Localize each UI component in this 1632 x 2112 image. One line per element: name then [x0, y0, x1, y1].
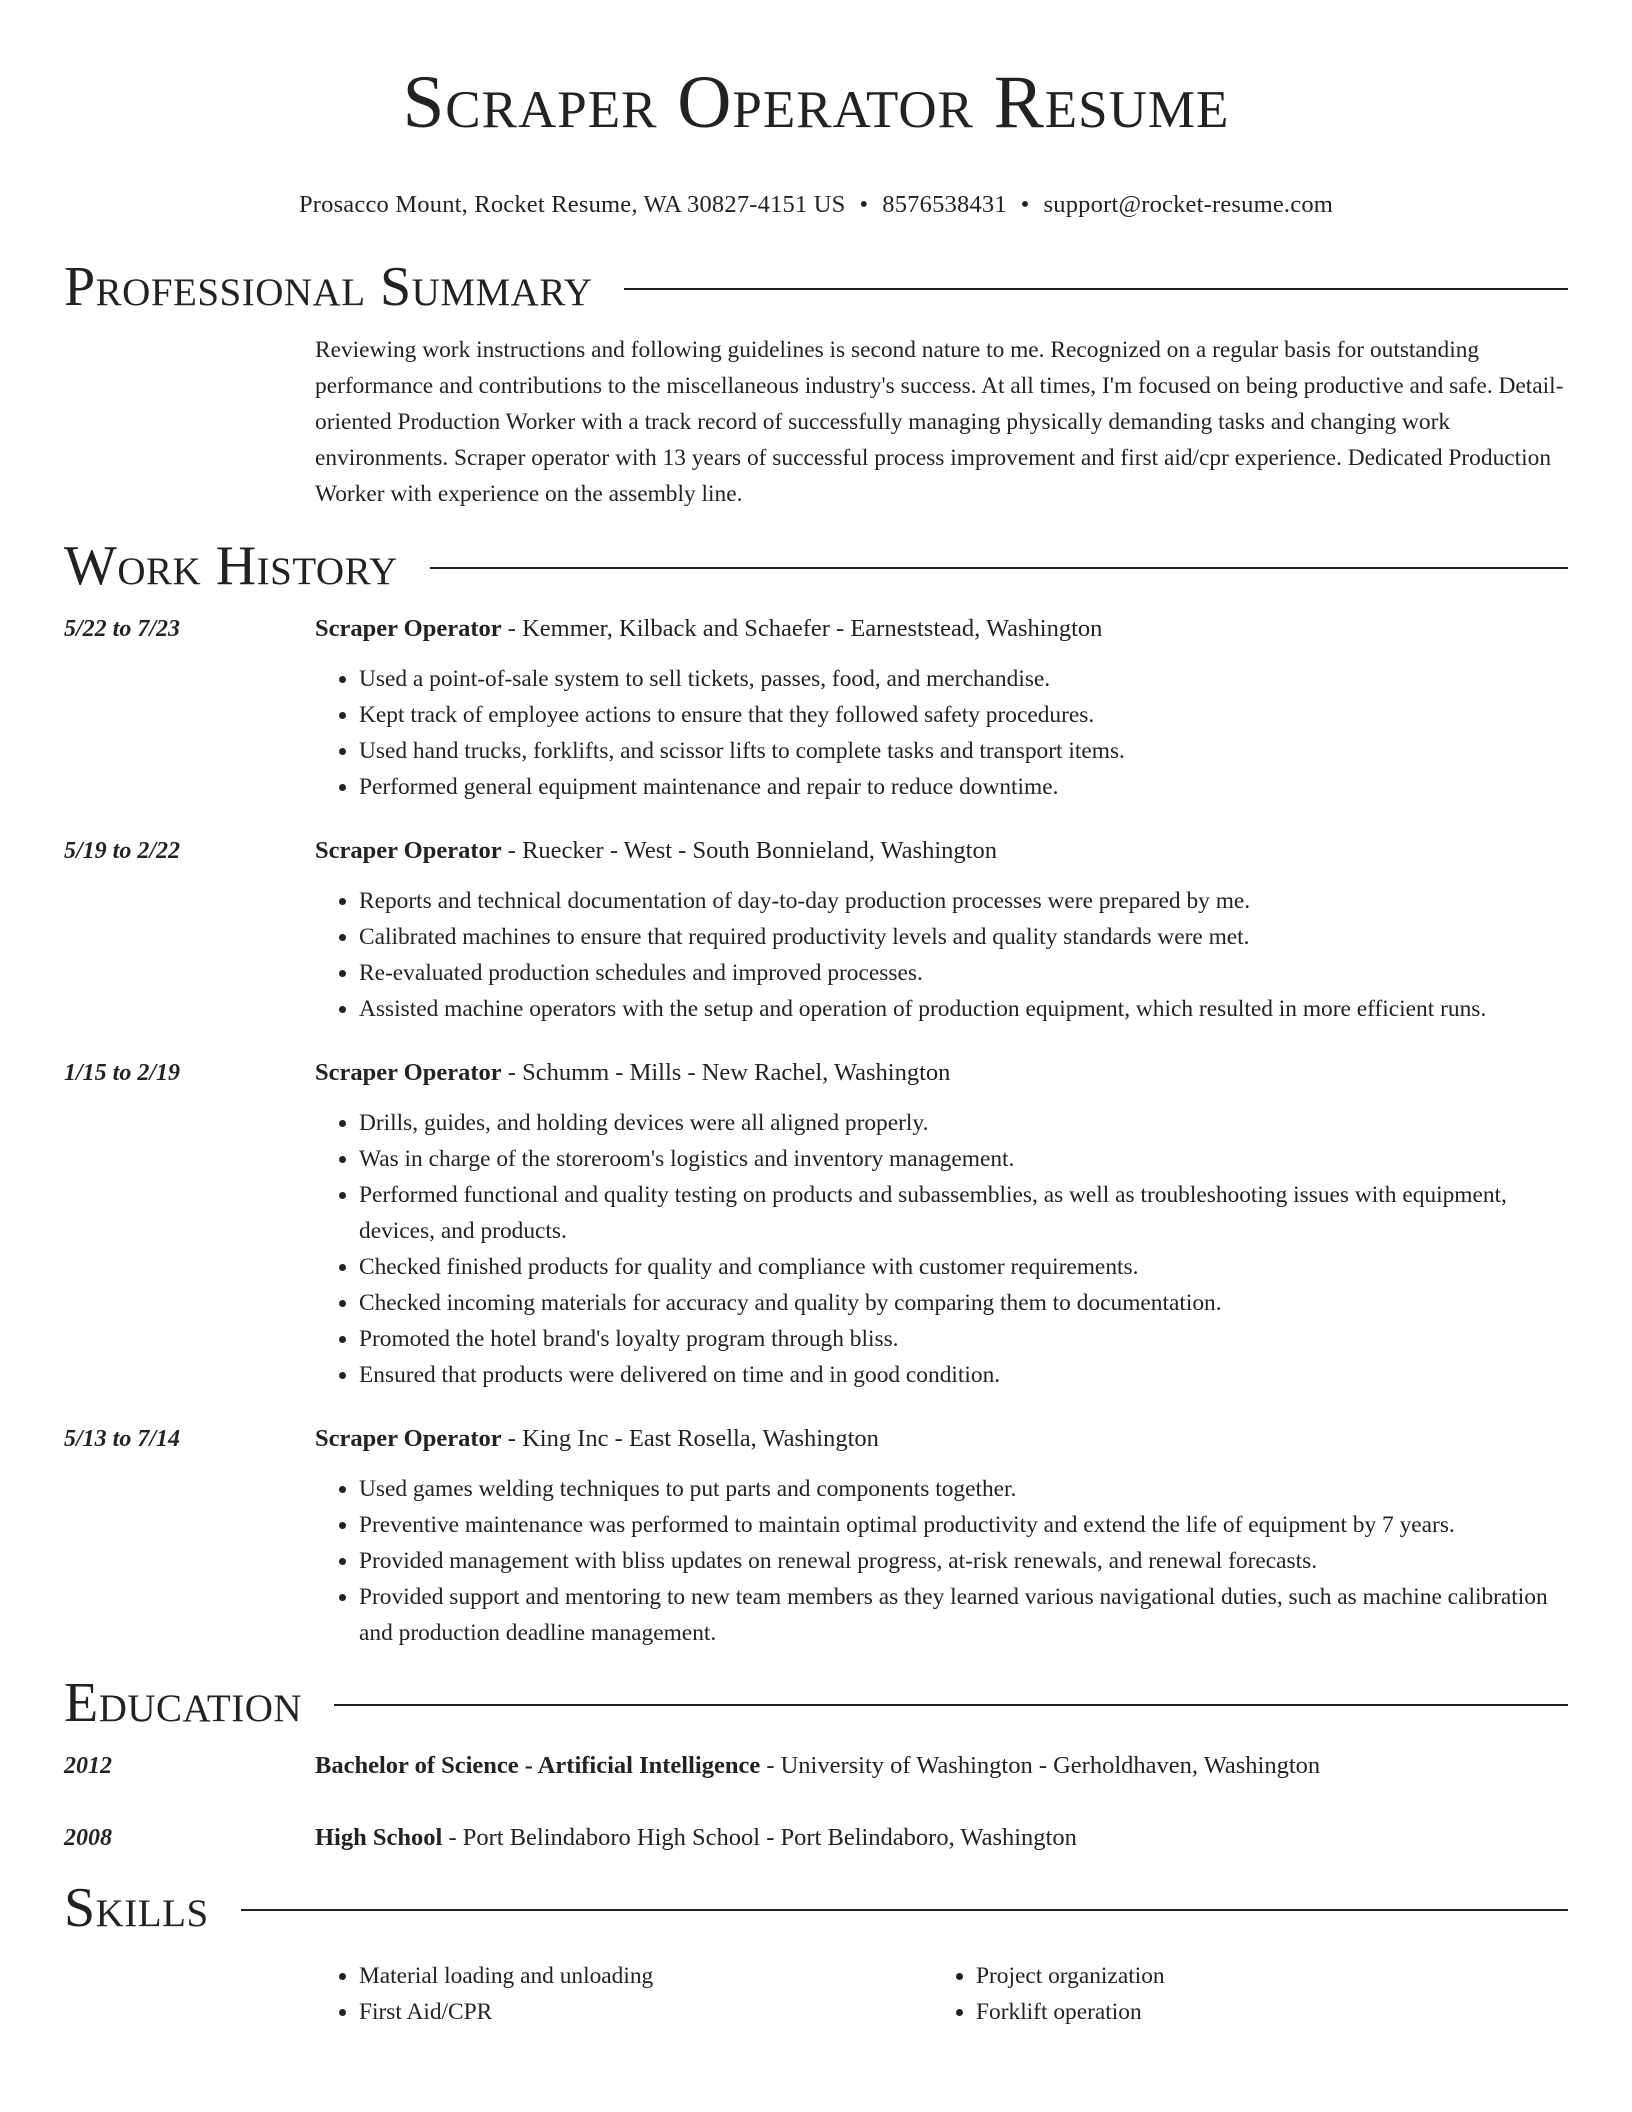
list-item: • Provided support and mentoring to new team members as they learned various navigational duties, such as machine calibration and production deadline management. [359, 1579, 1568, 1651]
education-body [315, 1820, 1568, 1856]
list-item: • Checked incoming materials for accuracy and quality by comparing them to documentation. [359, 1285, 1568, 1321]
list-item: • Used games welding techniques to put parts and components together. [359, 1471, 1568, 1507]
list-item: • Used hand trucks, forklifts, and scissor lifts to complete tasks and transport items. [359, 733, 1568, 769]
list-item: • Was in charge of the storeroom's logistics and inventory management. [359, 1141, 1568, 1177]
contact-email: support@rocket-resume.com [1043, 191, 1334, 218]
job-employer: - Schumm - Mills - New Rachel, Washington [501, 1059, 951, 1086]
skills-section [64, 1876, 1568, 2030]
contact-address: Prosacco Mount, Rocket Resume, WA 30827-4151 US [298, 191, 846, 218]
summary-section [64, 255, 1568, 512]
job-heading [315, 611, 1568, 647]
education-year: 2008 [64, 1825, 112, 1851]
resume-title: Scraper Operator Resume [402, 61, 1230, 144]
job-bullets [315, 661, 1568, 805]
skills-list [932, 1958, 1549, 2030]
education-heading: Education [64, 1672, 303, 1734]
job-body [315, 1421, 1568, 1651]
list-item: • Ensured that products were delivered on time and in good condition. [359, 1357, 1568, 1393]
list-item: • Drills, guides, and holding devices were all aligned properly. [359, 1105, 1568, 1141]
job-body [315, 1055, 1568, 1393]
list-item: • First Aid/CPR [359, 1994, 932, 2030]
contact-phone: 8576538431 [882, 191, 1007, 218]
list-item: • Promoted the hotel brand's loyalty program through bliss. [359, 1321, 1568, 1357]
summary-text: Reviewing work instructions and following guidelines is second nature to me. Recognized on a regular basis for outstanding performance and contributions to the miscellaneous industry's success. At all times, I'm focused on being productive and safe. Detail-oriented Production Worker with a track record of successfully managing physically demanding tasks and changing work environments. Scraper operator with 13 years of successful process improvement and first aid/cpr experience. Dedicated Production Worker with experience on the assembly line. [315, 337, 1564, 507]
list-item: • Project organization [976, 1958, 1549, 1994]
job-heading [315, 1421, 1568, 1457]
education-entry [64, 1748, 1568, 1784]
education-year: 2012 [64, 1753, 112, 1779]
contact-line [64, 188, 1568, 222]
list-item: • Forklift operation [976, 1994, 1549, 2030]
job-entry [64, 611, 1568, 805]
education-entry [64, 1820, 1568, 1856]
job-body [315, 833, 1568, 1027]
skills-grid [315, 1958, 1568, 2030]
job-title: Scraper Operator [315, 837, 502, 864]
education-degree: Bachelor of Science - Artificial Intelligence [315, 1752, 761, 1779]
job-entry [64, 833, 1568, 1027]
job-entry [64, 1421, 1568, 1651]
list-item: • Performed general equipment maintenance and repair to reduce downtime. [359, 769, 1568, 805]
education-heading-line [315, 1748, 1568, 1784]
list-item: • Assisted machine operators with the setup and operation of production equipment, which resulted in more efficient runs. [359, 991, 1568, 1027]
job-dates: 5/22 to 7/23 [64, 616, 181, 642]
education-school: - Port Belindaboro High School - Port Belindaboro, Washington [442, 1824, 1077, 1851]
job-title: Scraper Operator [315, 1425, 502, 1452]
education-body [315, 1748, 1568, 1784]
education-heading-line [315, 1820, 1568, 1856]
job-employer: - Kemmer, Kilback and Schaefer - Earneststead, Washington [501, 615, 1103, 642]
contact-separator: • [859, 191, 869, 218]
job-title: Scraper Operator [315, 1059, 502, 1086]
job-title: Scraper Operator [315, 615, 502, 642]
list-item: • Checked finished products for quality and compliance with customer requirements. [359, 1249, 1568, 1285]
list-item: • Kept track of employee actions to ensure that they followed safety procedures. [359, 697, 1568, 733]
skills-list [315, 1958, 932, 2030]
list-item: • Calibrated machines to ensure that required productivity levels and quality standards were met. [359, 919, 1568, 955]
education-degree: High School [315, 1824, 443, 1851]
list-item: • Re-evaluated production schedules and improved processes. [359, 955, 1568, 991]
education-section-header [64, 1671, 1568, 1735]
work-history-section [64, 534, 1568, 1651]
job-employer: - King Inc - East Rosella, Washington [501, 1425, 879, 1452]
resume-page [64, 0, 1568, 2030]
job-bullets [315, 1105, 1568, 1393]
section-divider [624, 288, 1568, 290]
work-history-section-header [64, 534, 1568, 598]
job-heading [315, 1055, 1568, 1091]
list-item: • Provided management with bliss updates on renewal progress, at-risk renewals, and renewal forecasts. [359, 1543, 1568, 1579]
education-school: - University of Washington - Gerholdhaven, Washington [760, 1752, 1321, 1779]
job-bullets [315, 1471, 1568, 1651]
list-item: • Preventive maintenance was performed to maintain optimal productivity and extend the life of equipment by 7 years. [359, 1507, 1568, 1543]
skills-column-left [315, 1958, 932, 2030]
section-divider [430, 567, 1568, 569]
skills-heading: Skills [64, 1877, 209, 1939]
job-heading [315, 833, 1568, 869]
summary-section-header [64, 255, 1568, 319]
list-item: • Material loading and unloading [359, 1958, 932, 1994]
skills-section-header [64, 1876, 1568, 1940]
job-employer: - Ruecker - West - South Bonnieland, Washington [501, 837, 997, 864]
list-item: • Used a point-of-sale system to sell tickets, passes, food, and merchandise. [359, 661, 1568, 697]
contact-separator: • [1020, 191, 1030, 218]
summary-heading: Professional Summary [64, 256, 593, 318]
section-divider [241, 1909, 1568, 1911]
skills-column-right [932, 1958, 1549, 2030]
job-bullets [315, 883, 1568, 1027]
job-dates: 5/19 to 2/22 [64, 838, 181, 864]
list-item: • Reports and technical documentation of day-to-day production processes were prepared by me. [359, 883, 1568, 919]
list-item: • Performed functional and quality testing on products and subassemblies, as well as troubleshooting issues with equipment, devices, and products. [359, 1177, 1568, 1249]
work-history-heading: Work History [64, 535, 398, 597]
section-divider [334, 1704, 1568, 1706]
job-entry [64, 1055, 1568, 1393]
education-section [64, 1671, 1568, 1856]
job-dates: 5/13 to 7/14 [64, 1426, 181, 1452]
job-dates: 1/15 to 2/19 [64, 1060, 181, 1086]
job-body [315, 611, 1568, 805]
